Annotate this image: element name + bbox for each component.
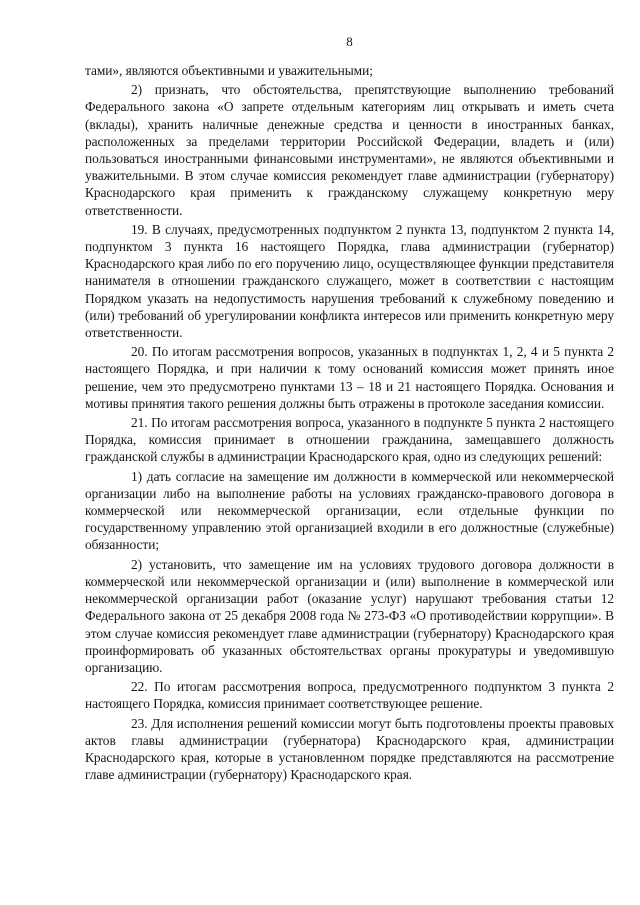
paragraph: тами», являются объективными и уважительными; (85, 63, 373, 78)
paragraph: 22. По итогам рассмотрения вопроса, предусмотренного подпунктом 3 пункта 2 настоящего Порядка, комиссия принимает соответствующее решение. (85, 679, 614, 712)
body-text (85, 62, 614, 783)
paragraph: 21. По итогам рассмотрения вопроса, указанного в подпункте 5 пункта 2 настоящего Порядка, комиссия принимает в отношении гражданина, замещавшего должность гражданской службы в администрации Краснодарского края, одно из следующих решений: (85, 415, 614, 465)
paragraph: 19. В случаях, предусмотренных подпунктом 2 пункта 13, подпунктом 2 пункта 14, подпунктом 3 пункта 16 настоящего Порядка, глава администрации (губернатор) Краснодарского края либо по его поручению лицо, осуществляющее функции представителя нанимателя в отношении гражданского служащего, может в соответствии с настоящим Порядком указать на недопустимость нарушения требований к служебному поведению и (или) требований об урегулировании конфликта интересов или применить конкретную меру ответственности. (85, 221, 614, 341)
paragraph: 23. Для исполнения решений комиссии могут быть подготовлены проекты правовых актов главы администрации (губернатора) Краснодарского края, администрации Краснодарского края, которые в установленном порядке представляются на рассмотрение главе администрации (губернатору) Краснодарского края. (85, 715, 614, 783)
paragraph: 20. По итогам рассмотрения вопросов, указанных в подпунктах 1, 2, 4 и 5 пункта 2 настоящего Порядка, и при наличии к тому оснований комиссия может принять иное решение, чем это предусмотрено пунктами 13 – 18 и 21 настоящего Порядка. Основания и мотивы принятия такого решения должны быть отражены в протоколе заседания комиссии. (85, 344, 614, 411)
paragraph: 1) дать согласие на замещение им должности в коммерческой или некоммерческой организации либо на выполнение работы на условиях гражданско-правового договора в коммерческой или некоммерческой организации, если отдельные функции по государственному управлению этой организацией входили в его должностные (служебные) обязанности; (85, 468, 614, 553)
paragraph: 2) признать, что обстоятельства, препятствующие выполнению требований Федерального закона «О запрете отдельным категориям лиц открывать и иметь счета (вклады), хранить наличные денежные средства и ценности в иностранных банках, расположенных за пределами территории Российской Федерации, владеть и (или) пользоваться иностранными финансовыми инструментами», не являются объективными и уважительными. В этом случае комиссия рекомендует главе администрации (губернатору) Краснодарского края применить к гражданскому служащему конкретную меру ответственности. (85, 82, 614, 218)
page-number: 8 (346, 34, 353, 49)
paragraph: 2) установить, что замещение им на условиях трудового договора должности в коммерческой или некоммерческой организации и (или) выполнение в коммерческой или некоммерческой организации работ (оказание услуг) нарушают требования статьи 12 Федерального закона от 25 декабря 2008 года № 273-ФЗ «О противодействии коррупции». В этом случае комиссия рекомендует главе администрации (губернатору) Краснодарского края проинформировать об указанных обстоятельствах органы прокуратуры и уведомившую организацию. (85, 556, 614, 675)
